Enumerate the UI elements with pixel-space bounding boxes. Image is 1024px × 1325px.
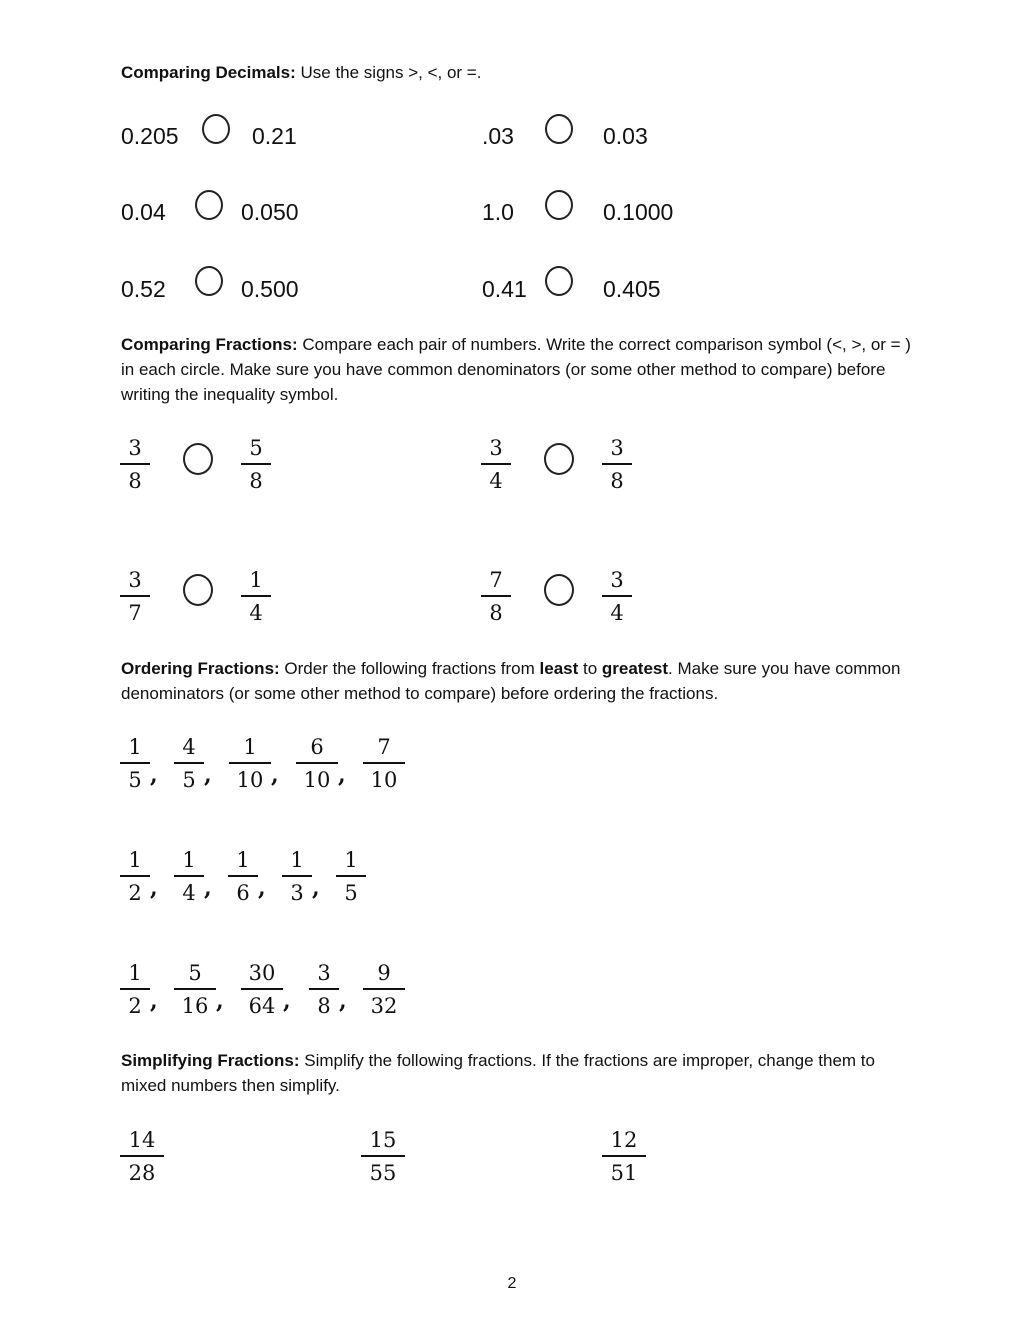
answer-circle[interactable] xyxy=(544,443,574,475)
fraction: 7 10 xyxy=(363,735,405,792)
decimal-left: 0.04 xyxy=(121,199,166,225)
separator-comma: , xyxy=(258,875,266,901)
comparing-fractions-title: Comparing Fractions: xyxy=(121,335,298,354)
fraction: 30 64 xyxy=(241,961,283,1018)
answer-circle[interactable] xyxy=(545,190,573,220)
separator-comma: , xyxy=(150,762,158,788)
fraction: 3 4 xyxy=(481,436,511,493)
answer-circle[interactable] xyxy=(183,443,213,475)
separator-comma: , xyxy=(338,762,346,788)
answer-circle[interactable] xyxy=(183,574,213,606)
decimal-right: 0.405 xyxy=(603,276,661,302)
fraction: 1 4 xyxy=(174,848,204,905)
fraction: 4 5 xyxy=(174,735,204,792)
ordering-title: Ordering Fractions: xyxy=(121,659,280,678)
separator-comma: , xyxy=(271,762,279,788)
fraction: 1 3 xyxy=(282,848,312,905)
decimal-right: 0.21 xyxy=(252,123,297,149)
simplifying-title: Simplifying Fractions: xyxy=(121,1051,300,1070)
fraction: 3 8 xyxy=(309,961,339,1018)
decimal-right: 0.050 xyxy=(241,199,299,225)
decimal-left: 0.205 xyxy=(121,123,179,149)
fraction: 1 2 xyxy=(120,848,150,905)
decimal-right: 0.1000 xyxy=(603,199,674,225)
answer-circle[interactable] xyxy=(195,266,223,296)
fraction: 7 8 xyxy=(481,568,511,625)
decimal-right: 0.03 xyxy=(603,123,648,149)
fraction: 6 10 xyxy=(296,735,338,792)
fraction: 1 5 xyxy=(336,848,366,905)
fraction: 14 28 xyxy=(120,1128,164,1185)
least-word: least xyxy=(539,659,579,678)
separator-comma: , xyxy=(204,875,212,901)
decimal-right: 0.500 xyxy=(241,276,299,302)
fraction: 1 6 xyxy=(228,848,258,905)
fraction: 3 7 xyxy=(120,568,150,625)
separator-comma: , xyxy=(312,875,320,901)
fraction: 15 55 xyxy=(361,1128,405,1185)
decimal-left: 0.52 xyxy=(121,276,166,302)
comparing-fractions-instructions: Compare each pair of numbers. Write the correct comparison symbol (<, >, or = ) in each circle. Make sure you have common denominators (or some other method to compare) before writing the inequality symbol. xyxy=(121,335,911,404)
decimals-title: Comparing Decimals: xyxy=(121,63,296,82)
answer-circle[interactable] xyxy=(545,266,573,296)
fraction: 3 4 xyxy=(602,568,632,625)
decimals-instructions: Use the signs >, <, or =. xyxy=(295,63,482,82)
answer-circle[interactable] xyxy=(545,114,573,144)
decimal-left: 1.0 xyxy=(482,199,514,225)
comparing-fractions-heading xyxy=(121,332,911,407)
fraction: 3 8 xyxy=(120,436,150,493)
fraction: 1 5 xyxy=(120,735,150,792)
separator-comma: , xyxy=(204,762,212,788)
ordering-heading: Ordering Fractions: Order the following fractions from least to greatest. Make sure you have common denominators (or some other method to compare) before ordering the fractions. xyxy=(121,659,901,703)
fraction: 1 10 xyxy=(229,735,271,792)
fraction: 5 8 xyxy=(241,436,271,493)
simplifying-instructions: Simplify the following fractions. If the fractions are improper, change them to mixed numbers then simplify. xyxy=(121,1051,875,1095)
page-number: 2 xyxy=(507,1275,517,1292)
fraction: 9 32 xyxy=(363,961,405,1018)
fraction: 5 16 xyxy=(174,961,216,1018)
decimals-heading xyxy=(121,60,911,85)
answer-circle[interactable] xyxy=(544,574,574,606)
greatest-word: greatest xyxy=(601,659,669,678)
answer-circle[interactable] xyxy=(202,114,230,144)
decimal-left: 0.41 xyxy=(482,276,527,302)
fraction: 3 8 xyxy=(602,436,632,493)
fraction: 12 51 xyxy=(602,1128,646,1185)
fraction: 1 2 xyxy=(120,961,150,1018)
answer-circle[interactable] xyxy=(195,190,223,220)
separator-comma: , xyxy=(150,988,158,1014)
fraction: 1 4 xyxy=(241,568,271,625)
separator-comma: , xyxy=(339,988,347,1014)
simplifying-heading xyxy=(121,1048,911,1098)
separator-comma: , xyxy=(216,988,224,1014)
separator-comma: , xyxy=(150,875,158,901)
decimal-left: .03 xyxy=(482,123,514,149)
separator-comma: , xyxy=(283,988,291,1014)
